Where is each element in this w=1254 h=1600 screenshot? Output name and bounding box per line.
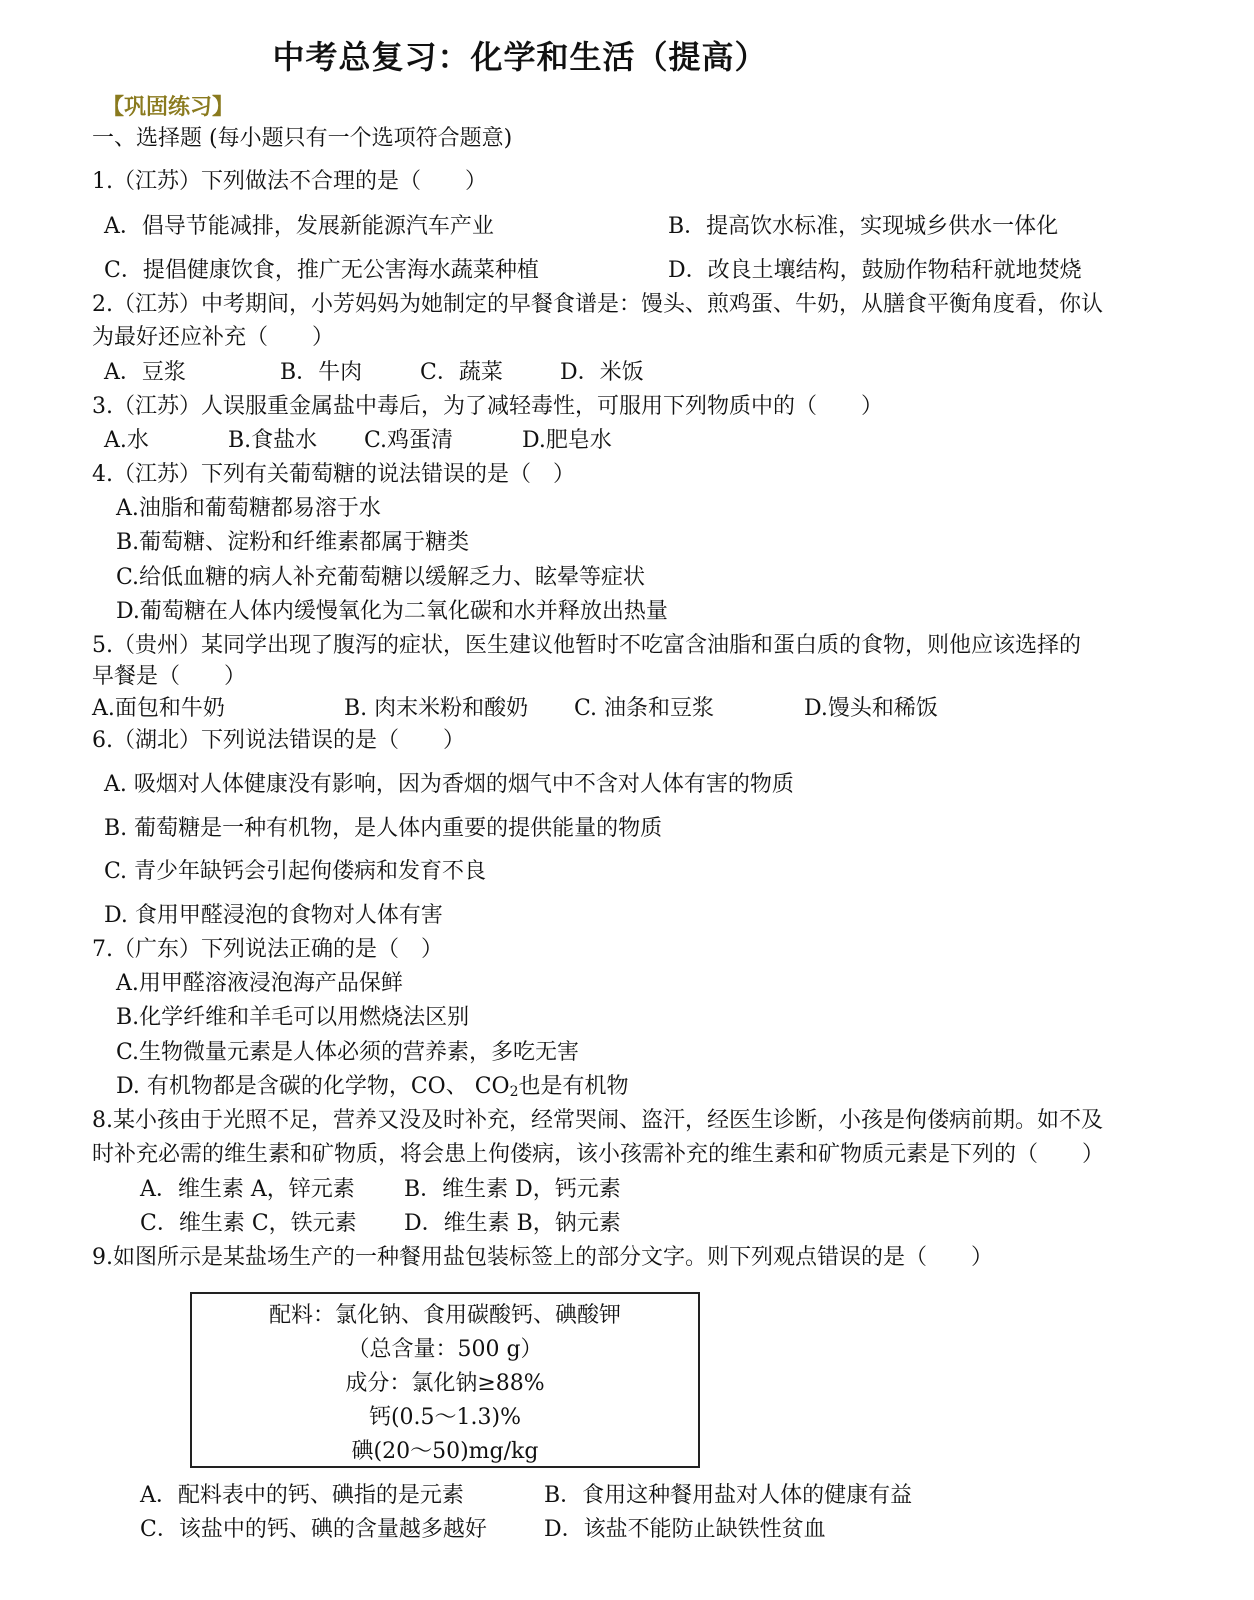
q5-option-b: B. 肉末米粉和酸奶 (344, 696, 529, 721)
q3-stem: 3.（江苏）人误服重金属盐中毒后，为了减轻毒性，可服用下列物质中的（ ） (92, 394, 883, 419)
q6-option-a: A. 吸烟对人体健康没有影响，因为香烟的烟气中不含对人体有害的物质 (104, 772, 794, 797)
q4-option-b: B.葡萄糖、淀粉和纤维素都属于糖类 (116, 530, 470, 555)
q7-option-d-subscript: 2 (509, 1084, 519, 1100)
q2-stem-line1: 2.（江苏）中考期间，小芳妈妈为她制定的早餐食谱是：馒头、煎鸡蛋、牛奶，从膳食平衡角度看，你认 (92, 292, 1103, 317)
q7-stem: 7.（广东）下列说法正确的是（ ） (92, 937, 443, 962)
q9-option-d: D．该盐不能防止缺铁性贫血 (544, 1517, 826, 1542)
q7-option-b: B.化学纤维和羊毛可以用燃烧法区别 (116, 1005, 470, 1030)
q9-option-c: C．该盐中的钙、碘的含量越多越好 (140, 1517, 487, 1542)
q7-option-c: C.生物微量元素是人体必须的营养素，多吃无害 (116, 1040, 580, 1065)
salt-package-label (190, 1292, 700, 1468)
q1-option-d: D．改良土壤结构，鼓励作物秸秆就地焚烧 (668, 258, 1082, 283)
q5-option-d: D.馒头和稀饭 (804, 696, 938, 721)
q7-option-d-text: D. 有机物都是含碳的化学物，CO、 CO (116, 1074, 510, 1099)
q3-option-c: C.鸡蛋清 (364, 428, 454, 453)
label-total-content: （总含量：500 g） (347, 1337, 543, 1362)
section-heading: 【巩固练习】 (102, 95, 235, 120)
q6-option-d: D. 食用甲醛浸泡的食物对人体有害 (104, 903, 443, 928)
q8-option-a: A．维生素 A，锌元素 (140, 1177, 355, 1202)
q6-stem: 6.（湖北）下列说法错误的是（ ） (92, 728, 465, 753)
q5-option-c: C. 油条和豆浆 (574, 696, 715, 721)
label-ingredients: 配料：氯化钠、食用碳酸钙、碘酸钾 (268, 1303, 621, 1328)
q1-option-c: C．提倡健康饮食，推广无公害海水蔬菜种植 (104, 258, 539, 283)
q9-stem: 9.如图所示是某盐场生产的一种餐用盐包装标签上的部分文字。则下列观点错误的是（ ） (92, 1245, 993, 1270)
q6-option-c: C. 青少年缺钙会引起佝偻病和发育不良 (104, 859, 487, 884)
q8-option-c: C．维生素 C，铁元素 (140, 1211, 357, 1236)
q2-option-b: B．牛肉 (280, 360, 363, 385)
page-title: 中考总复习：化学和生活（提高） (272, 38, 768, 76)
q4-option-c: C.给低血糖的病人补充葡萄糖以缓解乏力、眩晕等症状 (116, 565, 646, 590)
q2-option-a: A．豆浆 (104, 360, 186, 385)
q2-option-d: D．米饭 (560, 360, 644, 385)
q8-option-d: D．维生素 B，钠元素 (404, 1211, 621, 1236)
q7-option-d-text-end: 也是有机物 (518, 1074, 629, 1099)
q9-option-b: B．食用这种餐用盐对人体的健康有益 (544, 1483, 913, 1508)
q2-option-c: C．蔬菜 (420, 360, 503, 385)
q3-option-b: B.食盐水 (228, 428, 318, 453)
q4-option-d: D.葡萄糖在人体内缓慢氧化为二氧化碳和水并释放出热量 (116, 599, 668, 624)
q7-option-a: A.用甲醛溶液浸泡海产品保鲜 (116, 971, 403, 996)
q8-stem-line1: 8.某小孩由于光照不足，营养又没及时补充，经常哭闹、盗汗，经医生诊断，小孩是佝偻病前期。如不及 (92, 1108, 1103, 1133)
q1-option-b: B．提高饮水标准，实现城乡供水一体化 (668, 214, 1059, 239)
q3-option-d: D.肥皂水 (522, 428, 612, 453)
q4-option-a: A.油脂和葡萄糖都易溶于水 (116, 496, 381, 521)
q5-stem-line2: 早餐是（ ） (92, 664, 247, 689)
part-heading: 一、选择题 (每小题只有一个选项符合题意) (92, 126, 513, 151)
q5-stem-line1: 5.（贵州）某同学出现了腹泻的症状，医生建议他暂时不吃富含油脂和蛋白质的食物，则他应该选择的 (92, 633, 1081, 658)
label-calcium-content: 钙(0.5～1.3)% (368, 1405, 522, 1430)
q7-option-d (116, 1072, 629, 1107)
q8-option-b: B．维生素 D，钙元素 (404, 1177, 621, 1202)
q5-option-a: A.面包和牛奶 (92, 696, 225, 721)
q6-option-b: B. 葡萄糖是一种有机物，是人体内重要的提供能量的物质 (104, 816, 663, 841)
q1-option-a: A．倡导节能减排，发展新能源汽车产业 (104, 214, 494, 239)
label-iodine-content: 碘(20～50)mg/kg (351, 1439, 539, 1464)
q4-stem: 4.（江苏）下列有关葡萄糖的说法错误的是（ ） (92, 462, 575, 487)
q2-stem-line2: 为最好还应补充（ ） (92, 325, 335, 350)
q8-stem-line2: 时补充必需的维生素和矿物质，将会患上佝偻病，该小孩需补充的维生素和矿物质元素是下列的（ ） (92, 1142, 1105, 1167)
q3-option-a: A.水 (104, 428, 149, 453)
q9-option-a: A．配料表中的钙、碘指的是元素 (140, 1483, 464, 1508)
q1-stem: 1.（江苏）下列做法不合理的是（ ） (92, 169, 487, 194)
label-nacl-content: 成分：氯化钠≥88% (345, 1371, 545, 1396)
